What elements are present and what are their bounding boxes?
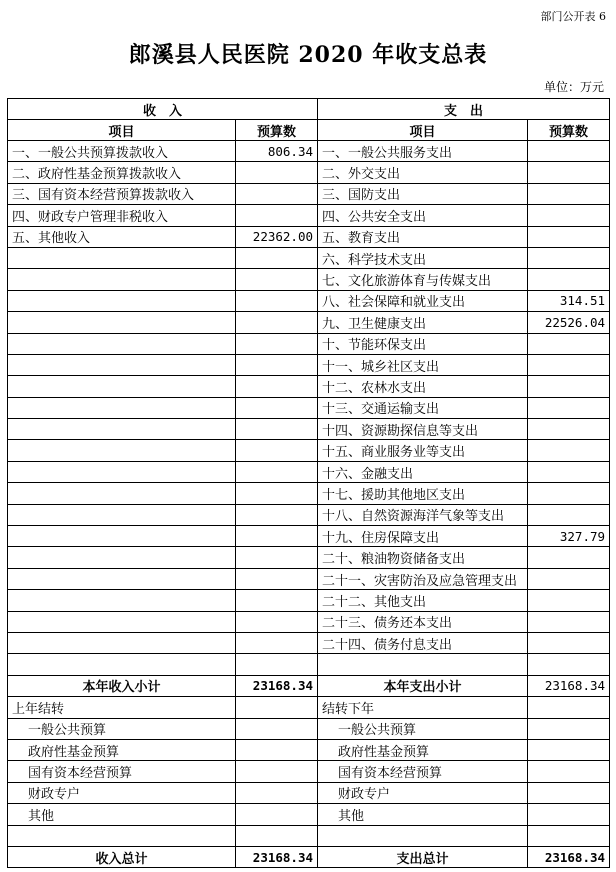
carry-over-row — [8, 697, 610, 718]
table-row — [8, 397, 610, 418]
carry-out-item-value — [528, 739, 610, 760]
table-row — [8, 419, 610, 440]
table-row — [8, 333, 610, 354]
expense-item-cell: 二十一、灾害防治及应急管理支出 — [318, 568, 528, 589]
carry-over-detail-row — [8, 825, 610, 846]
table-row — [8, 547, 610, 568]
income-item-cell — [8, 290, 236, 311]
income-item-cell — [8, 312, 236, 333]
expense-item-cell: 十六、金融支出 — [318, 461, 528, 482]
income-value-cell — [236, 632, 318, 653]
expense-item-cell: 八、社会保障和就业支出 — [318, 290, 528, 311]
expense-value-cell — [528, 419, 610, 440]
expense-item-cell: 七、文化旅游体育与传媒支出 — [318, 269, 528, 290]
carry-out-item-value — [528, 782, 610, 803]
income-value-cell — [236, 611, 318, 632]
expense-item-cell: 十五、商业服务业等支出 — [318, 440, 528, 461]
column-header-row — [8, 120, 610, 141]
carry-in-item-value — [236, 825, 318, 846]
table-row — [8, 247, 610, 268]
table-row — [8, 269, 610, 290]
expense-item-cell: 一、一般公共服务支出 — [318, 141, 528, 162]
carry-in-item: 其他 — [8, 804, 236, 825]
expense-value-cell — [528, 354, 610, 375]
table-row — [8, 354, 610, 375]
expense-item-cell: 十、节能环保支出 — [318, 333, 528, 354]
table-number-label: 部门公开表 6 — [540, 10, 606, 23]
page-title: 郎溪县人民医院 2020 年收支总表 — [128, 42, 488, 68]
income-item-cell — [8, 461, 236, 482]
income-item-cell: 三、国有资本经营预算拨款收入 — [8, 183, 236, 204]
carry-in-item: 一般公共预算 — [8, 718, 236, 739]
expense-subtotal-value: 23168.34 — [528, 675, 610, 696]
income-value-cell — [236, 483, 318, 504]
carry-over-detail-row — [8, 804, 610, 825]
income-item-cell — [8, 247, 236, 268]
expense-value-cell: 22526.04 — [528, 312, 610, 333]
carry-in-item-value — [236, 718, 318, 739]
income-value-cell — [236, 354, 318, 375]
table-row — [8, 312, 610, 333]
expense-value-cell — [528, 568, 610, 589]
table-row — [8, 483, 610, 504]
expense-value-cell — [528, 183, 610, 204]
income-total-label: 收入总计 — [8, 846, 236, 867]
carry-in-item-value — [236, 761, 318, 782]
income-value-cell — [236, 461, 318, 482]
income-value-cell — [236, 397, 318, 418]
income-item-cell — [8, 632, 236, 653]
income-item-cell: 一、一般公共预算拨款收入 — [8, 141, 236, 162]
carry-out-item — [318, 825, 528, 846]
income-total-value: 23168.34 — [236, 846, 318, 867]
table-row — [8, 376, 610, 397]
carry-out-item: 政府性基金预算 — [318, 739, 528, 760]
income-item-cell — [8, 354, 236, 375]
expense-value-cell — [528, 247, 610, 268]
expense-value-cell — [528, 226, 610, 247]
income-value-cell — [236, 654, 318, 675]
carry-over-detail-row — [8, 782, 610, 803]
expense-item-cell: 二十、粮油物资储备支出 — [318, 547, 528, 568]
table-row — [8, 226, 610, 247]
income-item-cell — [8, 568, 236, 589]
income-item-cell — [8, 397, 236, 418]
income-value-cell — [236, 162, 318, 183]
expense-value-cell — [528, 141, 610, 162]
carry-in-item-value — [236, 739, 318, 760]
section-header-row — [8, 99, 610, 120]
income-item-cell: 四、财政专户管理非税收入 — [8, 205, 236, 226]
income-item-cell — [8, 333, 236, 354]
carry-out-item-value — [528, 761, 610, 782]
income-item-cell — [8, 483, 236, 504]
income-value-cell — [236, 547, 318, 568]
carry-over-detail-row — [8, 739, 610, 760]
expense-section-header: 支 出 — [318, 99, 610, 120]
income-item-cell — [8, 419, 236, 440]
table-row — [8, 568, 610, 589]
subtotal-row — [8, 675, 610, 696]
expense-value-cell — [528, 205, 610, 226]
income-subtotal-value: 23168.34 — [236, 675, 318, 696]
income-value-cell: 806.34 — [236, 141, 318, 162]
income-item-cell — [8, 440, 236, 461]
expense-item-cell: 二、外交支出 — [318, 162, 528, 183]
carry-in-item: 国有资本经营预算 — [8, 761, 236, 782]
expense-value-cell — [528, 333, 610, 354]
table-row — [8, 290, 610, 311]
carry-out-item-value — [528, 825, 610, 846]
income-value-cell — [236, 205, 318, 226]
carry-over-detail-row — [8, 718, 610, 739]
income-section-header: 收 入 — [8, 99, 318, 120]
expense-item-cell: 四、公共安全支出 — [318, 205, 528, 226]
expense-item-cell: 十一、城乡社区支出 — [318, 354, 528, 375]
expense-item-header: 项目 — [318, 120, 528, 141]
table-row — [8, 141, 610, 162]
income-value-cell — [236, 590, 318, 611]
expense-value-cell: 314.51 — [528, 290, 610, 311]
carry-out-item-value — [528, 804, 610, 825]
carry-out-item: 国有资本经营预算 — [318, 761, 528, 782]
expense-item-cell: 十二、农林水支出 — [318, 376, 528, 397]
income-value-cell — [236, 526, 318, 547]
expense-value-cell — [528, 654, 610, 675]
income-value-cell — [236, 568, 318, 589]
expense-item-cell: 六、科学技术支出 — [318, 247, 528, 268]
income-item-cell — [8, 376, 236, 397]
income-value-cell — [236, 290, 318, 311]
income-value-cell — [236, 312, 318, 333]
income-value-cell — [236, 247, 318, 268]
carry-in-label: 上年结转 — [8, 697, 236, 718]
table-row — [8, 654, 610, 675]
expense-value-cell — [528, 440, 610, 461]
income-value-cell — [236, 440, 318, 461]
expense-subtotal-label: 本年支出小计 — [318, 675, 528, 696]
carry-out-label: 结转下年 — [318, 697, 528, 718]
expense-item-cell: 十四、资源勘探信息等支出 — [318, 419, 528, 440]
income-value-cell — [236, 183, 318, 204]
carry-in-item: 财政专户 — [8, 782, 236, 803]
income-subtotal-label: 本年收入小计 — [8, 675, 236, 696]
table-row — [8, 461, 610, 482]
carry-in-item-value — [236, 804, 318, 825]
carry-out-value — [528, 697, 610, 718]
expense-value-cell — [528, 504, 610, 525]
carry-in-value — [236, 697, 318, 718]
expense-value-cell — [528, 547, 610, 568]
expense-value-cell — [528, 483, 610, 504]
expense-value-cell — [528, 269, 610, 290]
expense-item-cell: 十九、住房保障支出 — [318, 526, 528, 547]
total-row — [8, 846, 610, 867]
budget-summary-table — [7, 98, 610, 868]
income-budget-header: 预算数 — [236, 120, 318, 141]
carry-out-item-value — [528, 718, 610, 739]
carry-in-item-value — [236, 782, 318, 803]
carry-over-detail-row — [8, 761, 610, 782]
carry-out-item: 其他 — [318, 804, 528, 825]
table-row — [8, 162, 610, 183]
expense-value-cell — [528, 397, 610, 418]
income-item-cell — [8, 654, 236, 675]
expense-value-cell — [528, 590, 610, 611]
expense-item-cell: 十七、援助其他地区支出 — [318, 483, 528, 504]
income-value-cell — [236, 504, 318, 525]
expense-value-cell — [528, 376, 610, 397]
income-value-cell — [236, 269, 318, 290]
unit-label: 单位：万元 — [543, 80, 604, 94]
table-row — [8, 183, 610, 204]
table-row — [8, 440, 610, 461]
expense-item-cell: 二十二、其他支出 — [318, 590, 528, 611]
expense-item-cell: 三、国防支出 — [318, 183, 528, 204]
expense-item-cell: 十八、自然资源海洋气象等支出 — [318, 504, 528, 525]
table-row — [8, 611, 610, 632]
income-item-cell: 五、其他收入 — [8, 226, 236, 247]
income-value-cell — [236, 333, 318, 354]
income-item-cell — [8, 504, 236, 525]
expense-value-cell — [528, 461, 610, 482]
expense-budget-header: 预算数 — [528, 120, 610, 141]
income-value-cell: 22362.00 — [236, 226, 318, 247]
expense-item-cell: 二十三、债务还本支出 — [318, 611, 528, 632]
expense-item-cell — [318, 654, 528, 675]
expense-item-cell: 十三、交通运输支出 — [318, 397, 528, 418]
carry-in-item — [8, 825, 236, 846]
expense-total-label: 支出总计 — [318, 846, 528, 867]
carry-out-item: 一般公共预算 — [318, 718, 528, 739]
income-item-cell — [8, 526, 236, 547]
income-value-cell — [236, 376, 318, 397]
expense-value-cell — [528, 162, 610, 183]
carry-in-item: 政府性基金预算 — [8, 739, 236, 760]
expense-item-cell: 九、卫生健康支出 — [318, 312, 528, 333]
income-item-header: 项目 — [8, 120, 236, 141]
table-row — [8, 526, 610, 547]
income-item-cell: 二、政府性基金预算拨款收入 — [8, 162, 236, 183]
expense-value-cell — [528, 611, 610, 632]
income-item-cell — [8, 611, 236, 632]
table-row — [8, 504, 610, 525]
expense-total-value: 23168.34 — [528, 846, 610, 867]
table-row — [8, 205, 610, 226]
income-item-cell — [8, 590, 236, 611]
table-row — [8, 590, 610, 611]
expense-value-cell: 327.79 — [528, 526, 610, 547]
table-row — [8, 632, 610, 653]
expense-item-cell: 五、教育支出 — [318, 226, 528, 247]
expense-value-cell — [528, 632, 610, 653]
expense-item-cell: 二十四、债务付息支出 — [318, 632, 528, 653]
income-value-cell — [236, 419, 318, 440]
carry-out-item: 财政专户 — [318, 782, 528, 803]
income-item-cell — [8, 269, 236, 290]
income-item-cell — [8, 547, 236, 568]
